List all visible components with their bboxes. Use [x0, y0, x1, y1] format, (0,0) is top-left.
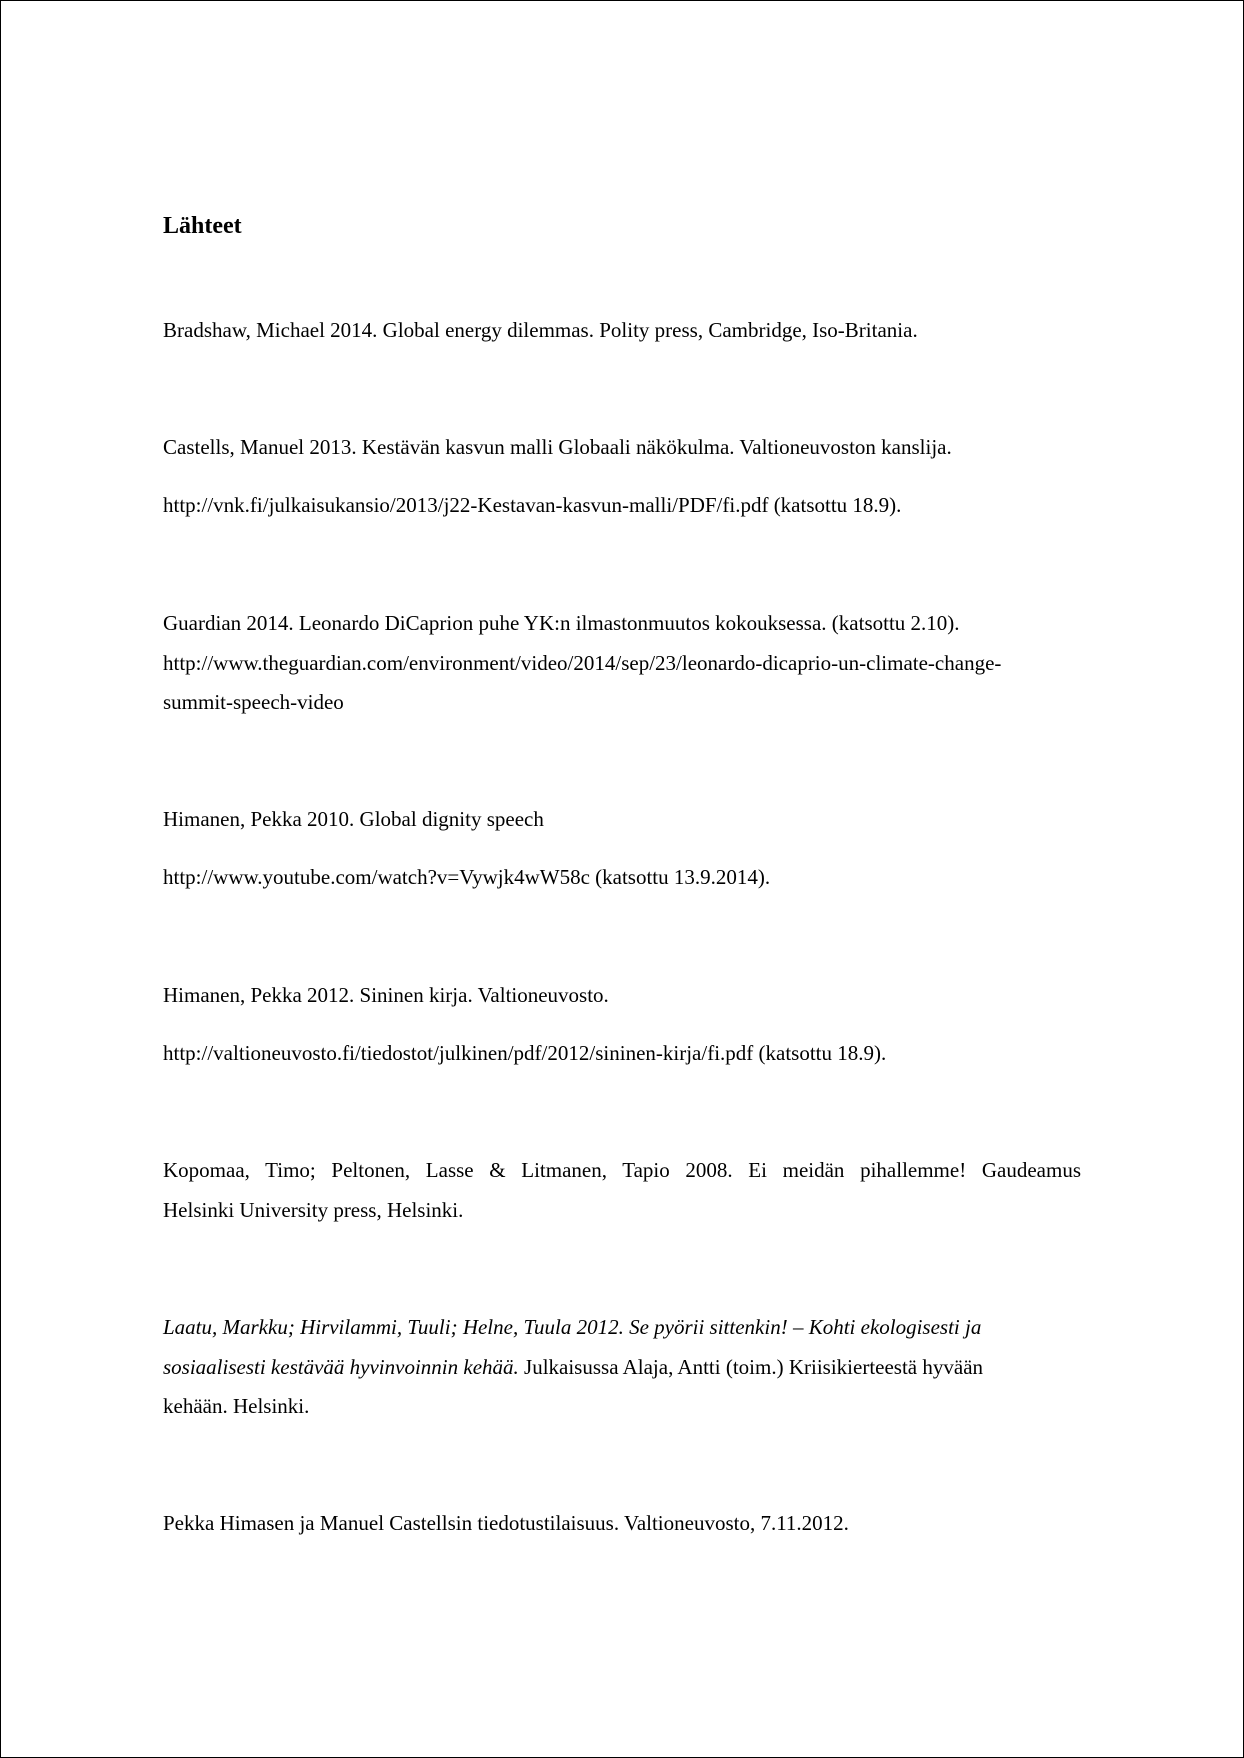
- reference-bradshaw: Bradshaw, Michael 2014. Global energy dilemmas. Polity press, Cambridge, Iso-Britania.: [163, 318, 918, 342]
- reference-himanen-2010: Himanen, Pekka 2010. Global dignity speech: [163, 807, 544, 831]
- reference-guardian-url: http://www.theguardian.com/environment/video/2014/sep/23/leonardo-dicaprio-un-climate-change-: [163, 651, 1002, 675]
- reference-himanen-2012-url: http://valtioneuvosto.fi/tiedostot/julkinen/pdf/2012/sininen-kirja/fi.pdf (katsottu 18.9).: [163, 1041, 887, 1065]
- reference-himanen-2012: Himanen, Pekka 2012. Sininen kirja. Valtioneuvosto.: [163, 983, 609, 1007]
- reference-guardian: Guardian 2014. Leonardo DiCaprion puhe YK:n ilmastonmuutos kokouksessa. (katsottu 2.10).: [163, 611, 960, 635]
- reference-laatu: Laatu, Markku; Hirvilammi, Tuuli; Helne, Tuula 2012. Se pyörii sittenkin! – Kohti ekologisesti ja: [163, 1315, 982, 1339]
- reference-laatu-plain-part: Julkaisussa Alaja, Antti (toim.) Kriisikierteestä hyvään: [518, 1355, 984, 1379]
- reference-kopomaa: Kopomaa, Timo; Peltonen, Lasse & Litmanen, Tapio 2008. Ei meidän pihallemme! Gaudeamus: [163, 1158, 1081, 1182]
- reference-himanen-2010-url: http://www.youtube.com/watch?v=Vywjk4wW58c (katsottu 13.9.2014).: [163, 865, 771, 889]
- reference-castells: Castells, Manuel 2013. Kestävän kasvun malli Globaali näkökulma. Valtioneuvoston kanslija.: [163, 435, 952, 459]
- reference-laatu-end: kehään. Helsinki.: [163, 1394, 310, 1418]
- page-title: Lähteet: [163, 213, 242, 239]
- reference-pekka-himanen-castells: Pekka Himasen ja Manuel Castellsin tiedotustilaisuus. Valtioneuvosto, 7.11.2012.: [163, 1511, 849, 1535]
- reference-kopomaa-cont: Helsinki University press, Helsinki.: [163, 1198, 464, 1222]
- reference-laatu-cont: [163, 1355, 983, 1379]
- reference-castells-url: http://vnk.fi/julkaisukansio/2013/j22-Kestavan-kasvun-malli/PDF/fi.pdf (katsottu 18.9).: [163, 493, 902, 517]
- reference-guardian-url-cont: summit-speech-video: [163, 690, 344, 714]
- reference-laatu-italic-part: sosiaalisesti kestävää hyvinvoinnin kehää.: [163, 1355, 519, 1379]
